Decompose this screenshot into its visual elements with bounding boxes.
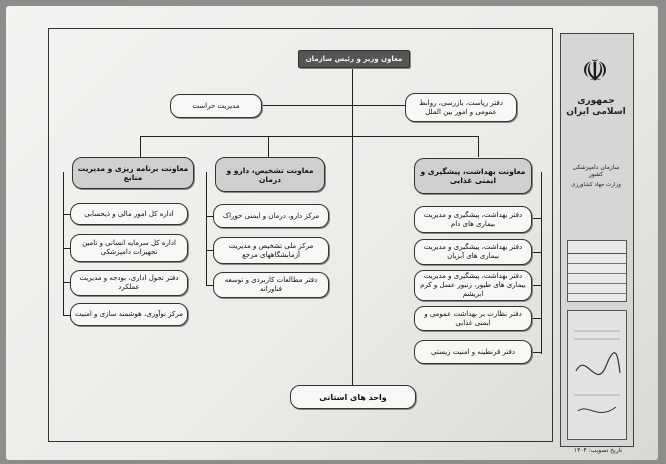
letterhead-sidebar xyxy=(560,33,634,447)
iran-emblem-icon: ☫ xyxy=(581,54,609,89)
connector-deputy-planning xyxy=(140,136,141,157)
table-row xyxy=(568,264,626,274)
planning-unit-human-capital: اداره کل سرمایه انسانی و تامین تجهیزات دامپزشکی xyxy=(70,234,188,262)
health-unit-aquatic: دفتر بهداشت، پیشگیری و مدیریت بیماری های آبزیان xyxy=(414,239,532,265)
connector-health-5 xyxy=(532,352,542,353)
deputy-health-box: معاونت بهداشت، پیشگیری و ایمنی غذایی xyxy=(414,158,532,194)
planning-unit-admin-budget: دفتر تحول اداری، بودجه و مدیریت عملکرد xyxy=(70,270,188,296)
table-row xyxy=(568,254,626,264)
approval-date: تاریخ تصویب: ۱۴۰۴ xyxy=(573,447,623,454)
planning-unit-finance: اداره کل امور مالی و ذیحسابی xyxy=(70,203,188,225)
connector-planning-stem xyxy=(63,172,64,316)
republic-title: جمهوری اسلامی ایران xyxy=(566,96,626,117)
top-box-deputy-minister: معاون وزیر و رئیس سازمان xyxy=(298,50,410,68)
diagnosis-unit-national-lab: مرکز ملی تشخیص و مدیریت آزمایشگاههای مرجع xyxy=(213,237,329,264)
table-row xyxy=(568,274,626,284)
connector-diagnosis-stem xyxy=(206,172,207,286)
approval-table xyxy=(567,240,627,302)
signature-scribble-icon xyxy=(568,311,626,439)
connector-deputy-health xyxy=(478,136,479,157)
health-unit-poultry-bees: دفتر بهداشت، پیشگیری و مدیریت بیماری های طیور، زنبور عسل و کرم ابریشم xyxy=(414,270,532,301)
deputy-planning-box: معاونت برنامه ریزی و مدیریت منابع xyxy=(72,157,194,189)
provincial-units-box: واحد های استانی xyxy=(290,385,416,409)
approval-table-header xyxy=(568,241,626,254)
planning-unit-innovation: مرکز نوآوری، هوشمند سازی و امنیت xyxy=(70,303,188,326)
health-unit-quarantine: دفتر قرنطینه و امنیت زیستی xyxy=(414,340,532,364)
organization-name: سازمان دامپزشکی کشور xyxy=(572,164,620,178)
deputy-diagnosis-box: معاونت تشخیص، دارو و درمان xyxy=(215,157,325,192)
connector-health-2 xyxy=(532,252,542,253)
office-presidency-box: دفتر ریاست، بازرسی، روابط عمومی و امور بین الملل xyxy=(405,93,517,122)
connector-health-1 xyxy=(532,218,542,219)
security-management-box: مدیریت حراست xyxy=(170,94,262,118)
table-row xyxy=(568,284,626,294)
connector-vertical-main xyxy=(352,68,353,386)
diagnosis-unit-drug-treatment: مرکز دارو، درمان و ایمنی خوراک xyxy=(213,204,329,228)
signature-stamp-area xyxy=(567,310,627,440)
connector-deputies-horizontal xyxy=(140,136,478,137)
connector-health-3 xyxy=(532,285,542,286)
diagnosis-unit-applied-studies: دفتر مطالعات کاربردی و توسعه فناورانه xyxy=(213,272,329,298)
connector-deputy-diagnosis xyxy=(268,136,269,157)
health-unit-food-safety: دفتر نظارت بر بهداشت عمومی و ایمنی غذایی xyxy=(414,306,532,331)
connector-health-stem xyxy=(541,172,542,354)
connector-health-4 xyxy=(532,318,542,319)
connector-security xyxy=(262,105,352,106)
connector-office xyxy=(353,105,405,106)
table-row xyxy=(568,294,626,303)
ministry-name: وزارت جهاد کشاورزی xyxy=(571,182,621,188)
health-unit-livestock: دفتر بهداشت، پیشگیری و مدیریت بیماری های دام xyxy=(414,206,532,233)
